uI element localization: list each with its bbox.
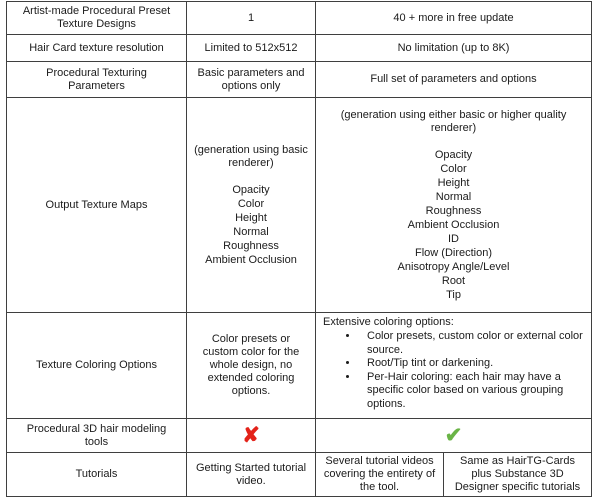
feature-label-modeling: Procedural 3D hair modeling tools <box>7 419 187 453</box>
row-texture-coloring <box>7 313 592 419</box>
texture-map-item: Anisotropy Angle/Level <box>397 260 510 273</box>
row-output-texture-maps <box>7 98 592 313</box>
check-icon: ✔ <box>316 419 592 453</box>
texture-map-item: Color <box>237 197 265 210</box>
feature-label-parameters: Procedural Texturing Parameters <box>7 62 187 98</box>
resolution-full-value: No limitation (up to 8K) <box>316 35 592 62</box>
row-texture-resolution <box>7 35 592 62</box>
comparison-table <box>6 1 592 497</box>
texture-map-item: Roughness <box>223 239 279 252</box>
coloring-intro: Extensive coloring options: <box>323 316 454 328</box>
cross-icon: ✘ <box>187 419 316 453</box>
texture-map-item: Height <box>437 176 470 189</box>
row-texturing-parameters <box>7 62 592 98</box>
coloring-full-cell <box>316 313 592 419</box>
texture-map-item: Roughness <box>425 204 482 217</box>
texture-map-item: Root <box>441 274 466 287</box>
coloring-bullet: • Root/Tip tint or darkening. <box>359 357 585 371</box>
texture-map-item: Opacity <box>434 148 473 161</box>
coloring-basic-value: Color presets or custom color for the whole design, no extended coloring options. <box>187 313 316 419</box>
texture-map-item: Flow (Direction) <box>415 246 493 259</box>
texture-map-item: Ambient Occlusion <box>205 253 297 266</box>
texture-map-item: ID <box>448 232 459 245</box>
feature-label-tutorials: Tutorials <box>7 453 187 497</box>
basic-maps-list <box>192 183 310 267</box>
full-maps-list <box>321 148 586 302</box>
row-preset-designs <box>7 2 592 35</box>
basic-renderer-note: (generation using basic renderer) <box>194 143 308 169</box>
tutorials-cards-value: Several tutorial videos covering the entirety of the tool. <box>316 453 444 497</box>
tutorials-basic-value: Getting Started tutorial video. <box>187 453 316 497</box>
parameters-basic-value: Basic parameters and options only <box>187 62 316 98</box>
texture-map-item: Height <box>235 211 267 224</box>
texture-map-item: Normal <box>435 190 472 203</box>
coloring-bullet-list <box>323 330 585 411</box>
parameters-full-value: Full set of parameters and options <box>316 62 592 98</box>
row-hair-modeling-tools <box>7 419 592 453</box>
full-renderer-note: (generation using either basic or higher quality renderer) <box>340 108 567 134</box>
presets-full-value: 40 + more in free update <box>316 2 592 35</box>
feature-label-resolution: Hair Card texture resolution <box>7 35 187 62</box>
resolution-basic-value: Limited to 512x512 <box>187 35 316 62</box>
feature-label-presets: Artist-made Procedural Preset Texture Designs <box>7 2 187 35</box>
tutorials-designer-value: Same as HairTG-Cards plus Substance 3D Designer specific tutorials <box>444 453 592 497</box>
presets-basic-value: 1 <box>187 2 316 35</box>
output-maps-full-cell <box>316 98 592 313</box>
texture-map-item: Color <box>440 162 467 175</box>
texture-map-item: Normal <box>233 225 269 238</box>
coloring-bullet: • Per-Hair coloring: each hair may have a specific color based on various grouping options. <box>359 371 585 412</box>
texture-map-item: Tip <box>446 288 461 301</box>
output-maps-basic-cell <box>187 98 316 313</box>
feature-label-output-maps: Output Texture Maps <box>7 98 187 313</box>
feature-label-coloring: Texture Coloring Options <box>7 313 187 419</box>
row-tutorials <box>7 453 592 497</box>
texture-map-item: Ambient Occlusion <box>407 218 500 231</box>
texture-map-item: Opacity <box>232 183 270 196</box>
coloring-bullet: • Color presets, custom color or external color source. <box>359 330 585 357</box>
